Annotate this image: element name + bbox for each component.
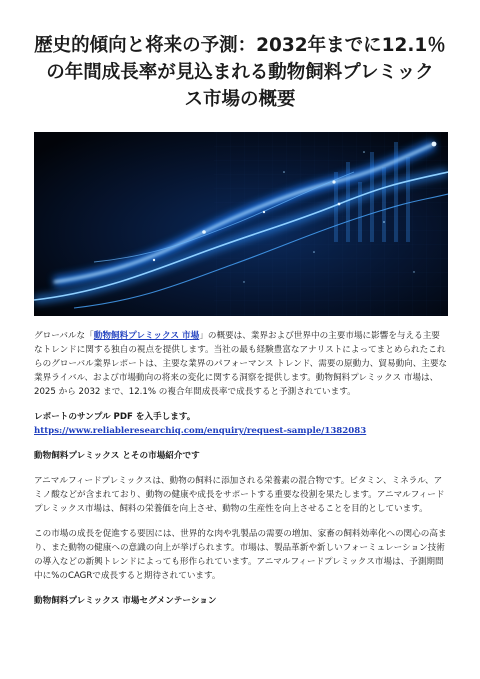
paragraph-definition: アニマルフィードプレミックスは、動物の飼料に添加される栄養素の混合物です。ビタミン、ミネラル、アミノ酸などが含まれており、動物の健康や成長をサポートする重要な役割を果たします。アニマルフィードプレミックス市場は、飼料の栄養価を向上させ、動物の生産性を向上させることを目的としています。	[34, 476, 445, 514]
paragraph-growth-drivers: この市場の成長を促進する要因には、世界的な肉や乳製品の需要の増加、家畜の飼料効率化への関心の高まり、また動物の健康への意識の向上が挙げられます。市場は、製品革新や新しいフォーミュレーション技術の導入などの新興トレンドによっても形作られています。アニマルフィードプレミックス市場は、予測期間中に%のCAGRで成長すると期待されています。	[34, 529, 447, 581]
sample-label: レポートのサンプル PDF を入手します。	[34, 412, 196, 422]
sample-request	[34, 410, 448, 438]
sample-url-link[interactable]: https://www.reliableresearchiq.com/enquiry/request-sample/1382083	[34, 426, 367, 436]
glowing-growth-lines-image	[34, 132, 448, 316]
section-heading-intro: 動物飼料プレミックス とその市場紹介です	[34, 451, 200, 461]
title-line-2: の年間成長率が見込まれる動物飼料プレミック	[46, 62, 434, 83]
intro-paragraph: グローバルな「動物飼料プレミックス 市場」の概要は、業界および世界中の主要市場に影響を与える主要なトレンドに関する独自の視点を提供します。当社の最も経験豊富なアナリストによってまとめられたこれらのグローバル業界レポートは、主要な業界のパフォーマンス トレンド、需要の原動力、貿易動向、主要な業界ライバル、および市場動向の将来の変化に関する洞察を提供します。動物飼料プレミックス 市場は、2025 から 2032 まで、12.1% の複合年間成長率で成長すると予測されています。	[34, 331, 448, 397]
title-line-3: ス市場の概要	[184, 89, 296, 110]
document-body	[34, 329, 448, 619]
market-keyword-link[interactable]: 動物飼料プレミックス 市場	[93, 331, 200, 341]
hero-growth-image	[34, 132, 448, 316]
page-title	[30, 32, 450, 113]
section-heading-segmentation: 動物飼料プレミックス 市場セグメンテーション	[34, 596, 217, 606]
title-line-1: 歴史的傾向と将来の予測：2032年までに12.1％	[34, 35, 446, 56]
